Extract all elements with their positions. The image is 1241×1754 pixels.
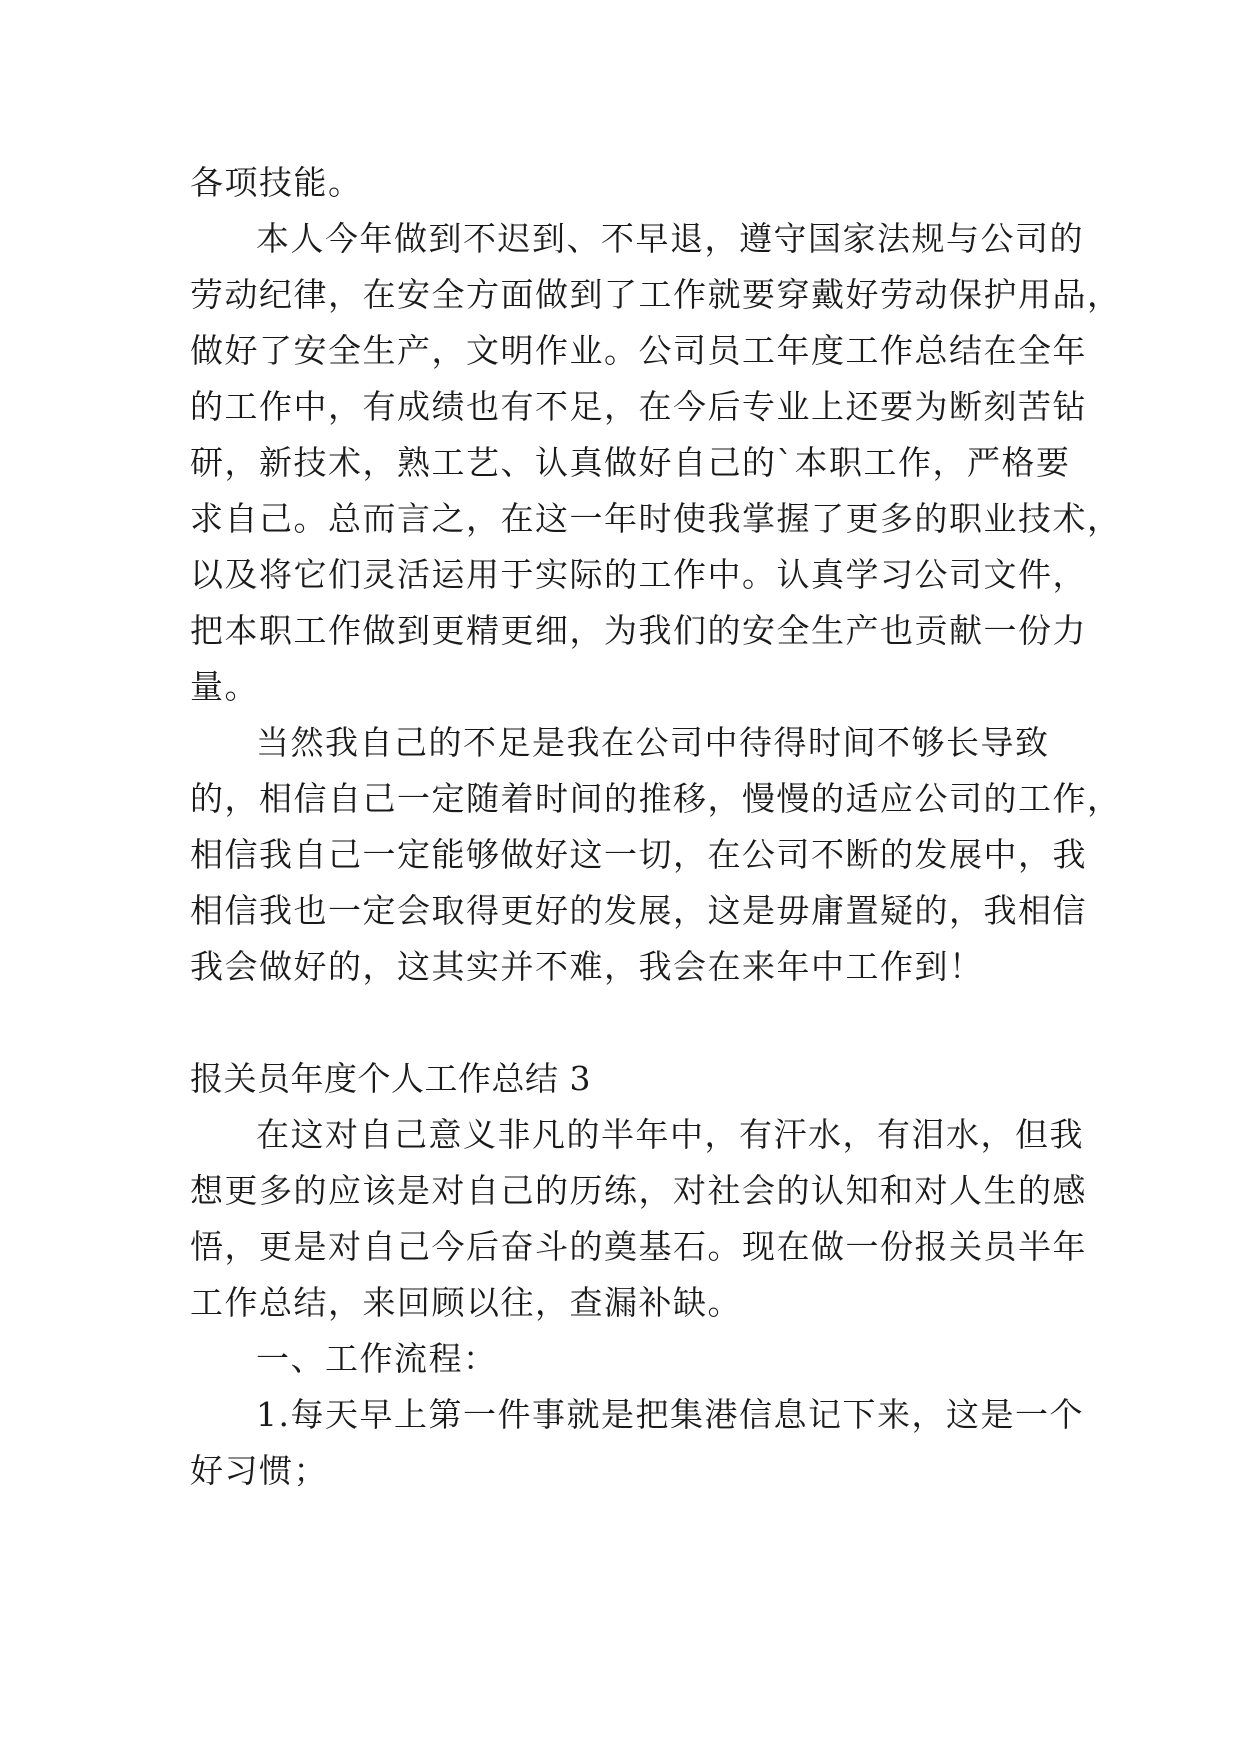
paragraph-line: 各项技能。 [190,163,363,202]
paragraph-line: 想更多的应该是对自己的历练，对社会的认知和对人生的感 [190,1171,1087,1210]
paragraph-line: 相信我自己一定能够做好这一切，在公司不断的发展中，我 [190,835,1087,874]
paragraph-line: 本人今年做到不迟到、不早退，遵守国家法规与公司的 [256,219,1084,258]
paragraph-line: 以及将它们灵活运用于实际的工作中。认真学习公司文件， [190,555,1087,594]
paragraph-line: 工作总结，来回顾以往，查漏补缺。 [190,1283,742,1322]
paragraph-line: 在这对自己意义非凡的半年中，有汗水，有泪水，但我 [256,1115,1084,1154]
paragraph-line: 研，新技术，熟工艺、认真做好自己的`本职工作，严格要 [190,443,1071,482]
paragraph-line: 当然我自己的不足是我在公司中待得时间不够长导致 [256,723,1050,762]
paragraph-line: 劳动纪律，在安全方面做到了工作就要穿戴好劳动保护用品， [190,275,1122,314]
paragraph-line: 相信我也一定会取得更好的发展，这是毋庸置疑的，我相信 [190,891,1087,930]
document-body [190,155,1122,1499]
section-heading: 报关员年度个人工作总结 3 [190,1059,591,1098]
paragraph-line: 量。 [190,667,259,706]
paragraph-line: 我会做好的，这其实并不难，我会在来年中工作到！ [190,947,984,986]
paragraph-line: 的工作中，有成绩也有不足，在今后专业上还要为断刻苦钻 [190,387,1087,426]
section-gap [190,995,1090,1051]
paragraph-line: 悟，更是对自己今后奋斗的奠基石。现在做一份报关员半年 [190,1227,1087,1266]
paragraph-line: 做好了安全生产，文明作业。公司员工年度工作总结在全年 [190,331,1087,370]
paragraph-line: 求自己。总而言之，在这一年时使我掌握了更多的职业技术， [190,499,1122,538]
paragraph-line: 把本职工作做到更精更细，为我们的安全生产也贡献一份力 [190,611,1087,650]
list-heading: 一、工作流程： [256,1339,498,1378]
list-item-line: 好习惯； [190,1451,328,1490]
paragraph-line: 的，相信自己一定随着时间的推移，慢慢的适应公司的工作， [190,779,1122,818]
list-item-line: 1.每天早上第一件事就是把集港信息记下来，这是一个 [256,1395,1084,1434]
